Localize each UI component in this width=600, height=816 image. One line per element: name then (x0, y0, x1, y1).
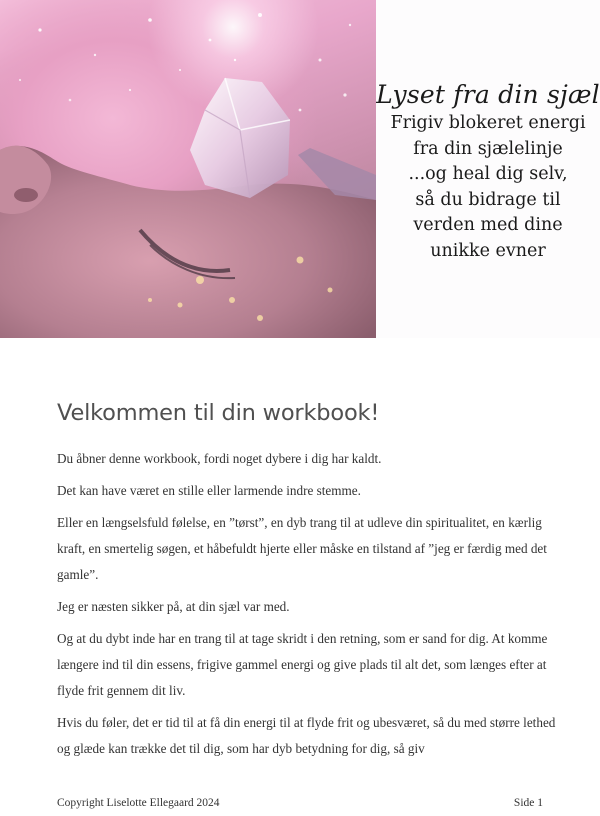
paragraph: Og at du dybt inde har en trang til at tage skridt i den retning, som er sand for dig. At komme længere ind til din essens, frigive gammel energi og give plads til alt det, som længes efter at flyde frit gennem dit liv. (57, 631, 548, 698)
paragraph: Jeg er næsten sikker på, at din sjæl var med. (57, 599, 290, 614)
main-content (57, 400, 557, 768)
page-number: Side 1 (513, 797, 543, 809)
paragraph: Det kan have været en stille eller larmende indre stemme. (57, 483, 361, 498)
hero-subtitle-line: verden med dine (413, 215, 563, 235)
hero-subtitle-line: ...og heal dig selv, (408, 164, 568, 184)
copyright-text: Copyright Liselotte Ellegaard 2024 (57, 797, 220, 809)
paragraph: Hvis du føler, det er tid til at få din energi til at flyde frit og ubesværet, så du med større lethed og glæde kan trække det til dig, som har dyb betydning for dig, så giv (57, 715, 556, 756)
paragraph: Eller en længselsfuld følelse, en ”tørst”, en dyb trang til at udleve din spiritualitet, en kærlig kraft, en smertelig søgen, et håbefuldt hjerte eller måske en tilstand af ”jeg er færdig med det gamle”. (57, 515, 547, 582)
page-footer (57, 797, 543, 809)
paragraph: Du åbner denne workbook, fordi noget dybere i dig har kaldt. (57, 451, 382, 466)
hero-subtitle-line: unikke evner (430, 240, 546, 261)
hero-subtitle-line: Frigiv blokeret energi (390, 113, 586, 133)
hero-subtitle-line: så du bidrage til (415, 189, 561, 210)
hero-text-panel (376, 0, 600, 338)
page-heading: Velkommen til din workbook! (57, 400, 380, 426)
crystal-face-illustration (0, 0, 376, 338)
hero-title: Lyset fra din sjæl (376, 80, 600, 109)
hero-subtitle-line: fra din sjælelinje (413, 138, 563, 159)
crystal-face-photo (0, 0, 376, 338)
hero-banner (0, 0, 600, 338)
